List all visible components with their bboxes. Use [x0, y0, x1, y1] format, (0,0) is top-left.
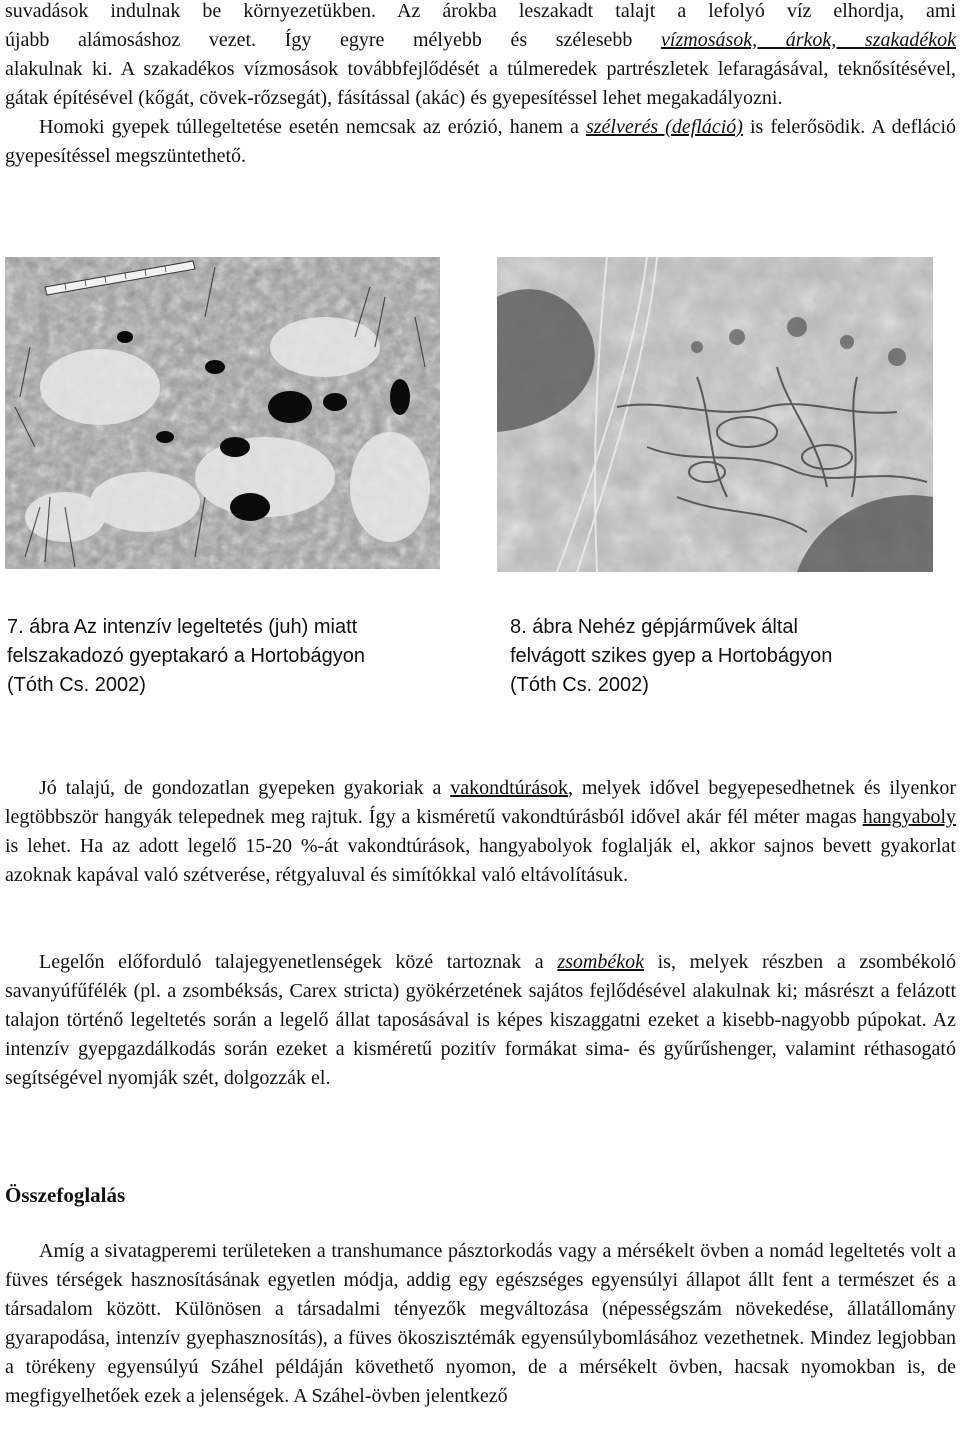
- paragraph-vakondturasok: Jó talajú, de gondozatlan gyepeken gyakoriak a vakondtúrások, melyek idővel begyepesedhetnek és ilyenkor legtöbbször hangyák telepednek meg rajtuk. Így a kisméretű vakondtúrásból idővel akár fél méter magas hangyaboly is lehet. Ha az adott legelő 15-20 %-át vakondtúrások, hangyabolyok foglalják el, akkor sajnos bevett gyakorlat azoknak kapával való szétverése, rétgyaluval és simítókkal való eltávolításuk.: [5, 777, 956, 886]
- term-hangyaboly: hangyaboly: [862, 806, 956, 828]
- caption-line: (Tóth Cs. 2002): [7, 674, 146, 696]
- grass-turf-photo: [5, 257, 440, 569]
- caption-line: 7. ábra Az intenzív legeltetés (juh) miatt: [7, 616, 358, 638]
- paragraph-erosion: [5, 0, 956, 171]
- paragraph-zsombekok: Legelőn előforduló talajegyenetlenségek közé tartoznak a zsombékok is, melyek részben a zsombékoló savanyúfűfélék (pl. a zsombéksás, Carex stricta) gyökérzetének sajátos fejlődésével alakulnak ki; másrészt a felázott talajon történő legeltetés során a legelő állat taposásával is képes kiszaggatni ezeket a kisebb-nagyobb púpokat. Az intenzív gyepgazdálkodás során ezeket a kisméretű pozitív formákat sima- és gyűrűshenger, valamint réthasogató segítségével nyomják szét, dolgozzák el.: [5, 951, 956, 1089]
- paragraph-summary: Amíg a sivatagperemi területeken a transhumance pásztorkodás vagy a mérsékelt övben a nomád legeltetés volt a füves térségek hasznosításának egyetlen módja, addig egy egészséges egyensúlyi állapot állt fent a természet és a társadalom között. Különösen a társadalmi tényezők megváltozása (népességszám növekedése, állatállomány gyarapodása, intenzív gyephasznosítás), a füves ökoszisztémák egyensúlybomlásához vezethetnek. Mindez legjobban a törékeny egyensúlyú Száhel példáján követhető nyomon, de a mérsékelt övben, hacsak nyomokban is, de megfigyelhetőek ezek a jelenségek. A Száhel-övben jelentkező: [5, 1240, 956, 1407]
- term-zsombekok: zsombékok: [557, 951, 644, 973]
- paragraph-deflation: Homoki gyepek túllegeltetése esetén nemcsak az erózió, hanem a szélverés (defláció) is felerősödik. A defláció gyepesítéssel megszüntethető.: [5, 116, 957, 167]
- aerial-grassland-photo: [497, 257, 933, 572]
- caption-line: (Tóth Cs. 2002): [510, 674, 649, 696]
- section-heading: Összefoglalás: [5, 1183, 126, 1207]
- caption-line: 8. ábra Nehéz gépjárművek által: [510, 616, 798, 638]
- text-line: újabb alámosáshoz vezet. Így egyre mélyebb és szélesebb vízmosások, árkok, szakadékok: [5, 29, 956, 51]
- term-vakondturasok: vakondtúrások: [450, 777, 568, 799]
- term-vizmosasok: vízmosások, árkok, szakadékok: [661, 29, 956, 51]
- caption-line: felszakadozó gyeptakaró a Hortobágyon: [7, 645, 366, 667]
- term-szelveres: szélverés (defláció): [585, 116, 743, 138]
- figure-row: [5, 257, 956, 572]
- figure-7-caption: [7, 613, 365, 700]
- figure-8-photo: [497, 257, 933, 572]
- figure-8-caption: [510, 613, 832, 700]
- caption-line: felvágott szikes gyep a Hortobágyon: [510, 645, 833, 667]
- text-line: suvadások indulnak be környezetükben. Az árokba leszakadt talajt a lefolyó víz elhordja, ami: [5, 0, 956, 22]
- text-block: alakulnak ki. A szakadékos vízmosások továbbfejlődését a túlmeredek partrészletek lefaragásával, teknősítésével, gátak építésével (kőgát, cövek-rőzsegát), fásítással (akác) és gyepesítéssel lehet megakadályozni.: [5, 58, 956, 109]
- figure-7-photo: [5, 257, 440, 569]
